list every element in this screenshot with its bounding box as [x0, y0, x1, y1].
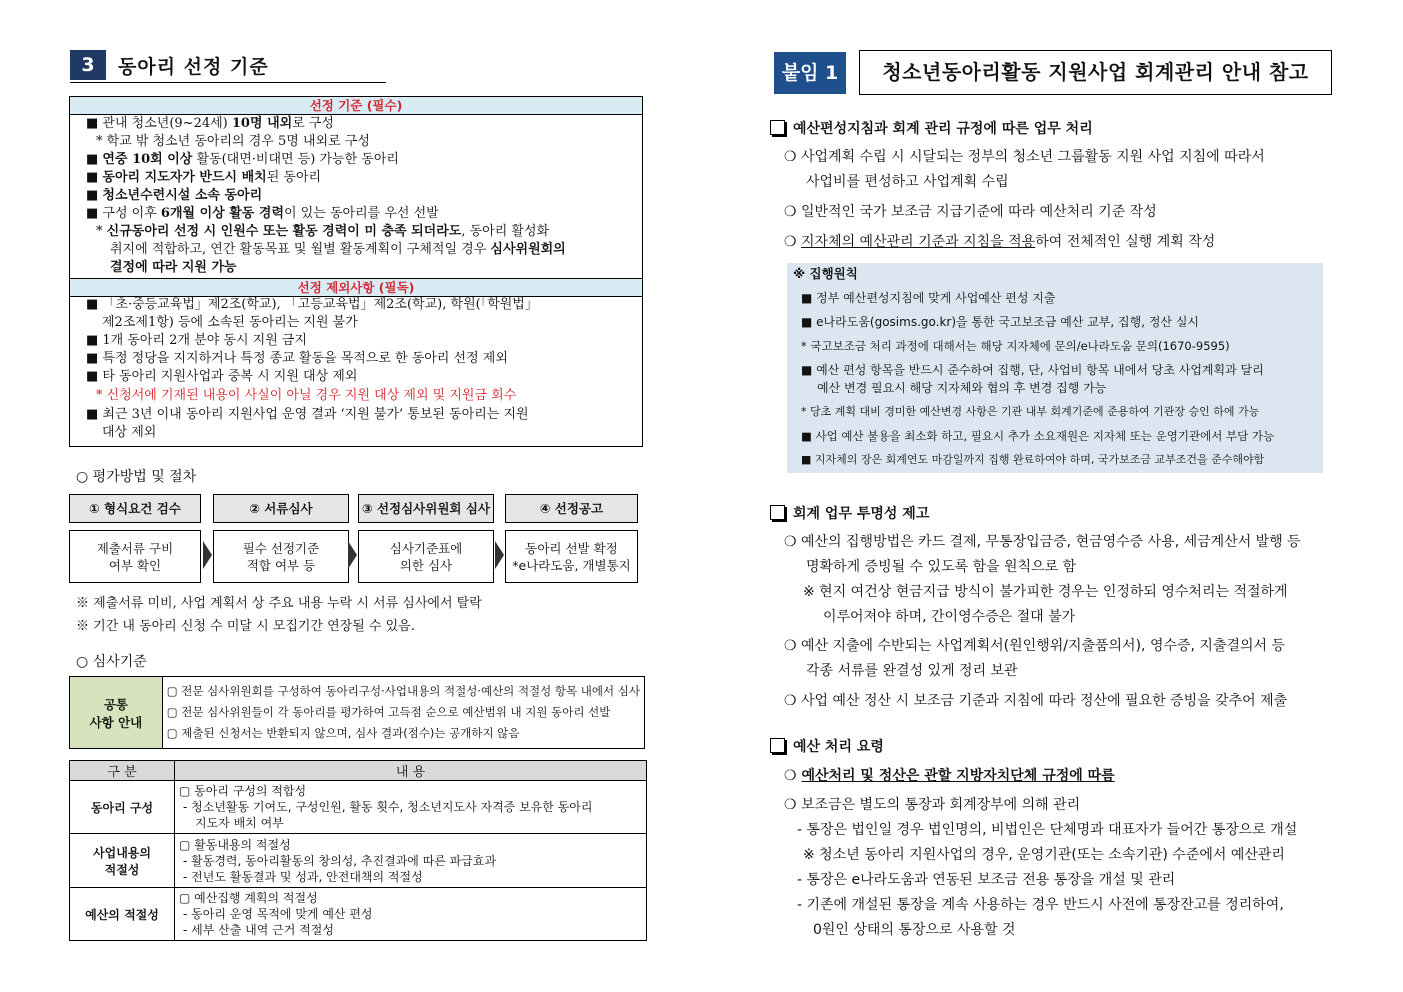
principle-item: 예산 변경 필요시 해당 지자체와 협의 후 변경 집행 가능 [817, 381, 1107, 395]
exclusion-item: ■ 특정 정당을 지지하거나 특정 종교 활동을 목적으로 한 동아리 선정 제외 [86, 351, 508, 366]
exclusion-warning: * 신청서에 기재된 내용이 사실이 아닐 경우 지원 대상 제외 및 지원금 회수 [96, 388, 517, 403]
table-row: 예산의 적절성 ▢ 예산집행 계획의 적절성 - 동아리 운영 목적에 맞게 예산 편성 - 세부 산출 내역 근거 적절성 [70, 888, 647, 941]
criteria-table [69, 760, 647, 941]
body-line: 사업비를 편성하고 사업계획 수립 [806, 174, 1009, 190]
body-line: ❍ 일반적인 국가 보조금 지급기준에 따라 예산처리 기준 작성 [784, 204, 1157, 220]
section-title: 동아리 선정 기준 [118, 56, 269, 78]
criteria-note: * 학교 밖 청소년 동아리의 경우 5명 내외로 구성 [96, 134, 370, 149]
section-heading: 예산편성지침과 회계 관리 규정에 따른 업무 처리 [770, 118, 1093, 138]
section-heading: 예산 처리 요령 [770, 736, 884, 756]
exclusion-item: 제2조제1항) 등에 소속된 동아리는 지원 불가 [102, 315, 358, 330]
exclusion-item: ■ 타 동아리 지원사업과 중복 시 지원 대상 제외 [86, 369, 358, 384]
step-4-head: ④ 선정공고 [505, 494, 638, 523]
table-row: 동아리 구성 ▢ 동아리 구성의 적합성 - 청소년활동 기여도, 구성인원, 활동 횟수, 청소년지도사 자격증 보유한 동아리 지도자 배치 여부 [70, 781, 647, 834]
body-line: - 기존에 개설된 통장을 계속 사용하는 경우 반드시 사전에 통장잔고를 정리하여, [797, 897, 1284, 913]
principle-item: ■ e나라도움(gosims.go.kr)을 통한 국고보조금 예산 교부, 집행, 정산 실시 [801, 315, 1200, 329]
step-3-body: 심사기준표에 의한 심사 [358, 530, 494, 583]
step-3-head: ③ 선정심사위원회 심사 [358, 494, 494, 523]
body-line: ❍ 예산 지출에 수반되는 사업계획서(원인행위/지출품의서), 영수증, 지출결의서 등 [784, 638, 1286, 654]
table-header: 구 분 [70, 761, 175, 781]
principle-item: ■ 사업 예산 불용을 최소화 하고, 필요시 추가 소요재원은 지자체 또는 운영기관에서 부담 가능 [801, 429, 1275, 443]
table-row: 사업내용의 적절성 ▢ 활동내용의 적절성 - 활동경력, 동아리활동의 창의성, 추진결과에 따른 파급효과 - 전년도 활동결과 및 성과, 안전대책의 적절성 [70, 834, 647, 888]
criteria-box [69, 96, 643, 447]
section-number: 3 [70, 50, 106, 80]
body-line: - 통장은 법인일 경우 법인명의, 비법인은 단체명과 대표자가 들어간 통장으로 개설 [797, 822, 1298, 838]
body-line: 명확하게 증빙될 수 있도록 함을 원칙으로 함 [806, 559, 1077, 575]
criteria-note: 취지에 적합하고, 연간 활동목표 및 월별 활동계획이 구체적일 경우 심사위원회의 [110, 242, 566, 257]
section-heading: 회계 업무 투명성 제고 [770, 503, 929, 523]
principle-item: ■ 지자체의 장은 회계연도 마감일까지 집행 완료하여야 하며, 국가보조금 교부조건을 준수해야함 [801, 453, 1265, 466]
body-line: ❍ 사업계획 수립 시 시달되는 정부의 청소년 그룹활동 지원 사업 지침에 따라서 [784, 149, 1265, 165]
table-header: 내 용 [175, 761, 647, 781]
exclusion-item: 대상 제외 [102, 425, 157, 440]
checkbox-icon [770, 120, 785, 135]
body-line: ※ 청소년 동아리 지원사업의 경우, 운영기관(또는 소속기관) 수준에서 예산관리 [803, 847, 1285, 863]
exclusion-item: ■ 최근 3년 이내 동아리 지원사업 운영 결과 ‘지원 불가’ 통보된 동아리는 지원 [86, 407, 529, 422]
principle-note: * 국고보조금 처리 과정에 대해서는 해당 지자체에 문의/e나라도움 문의(1670-9595) [801, 339, 1230, 353]
common-label: 공통 사항 안내 [70, 677, 163, 749]
body-line: ※ 현지 여건상 현금지급 방식이 불가피한 경우는 인정하되 영수처리는 적절하게 [803, 584, 1288, 600]
attachment-tag: 붙임 1 [774, 52, 846, 94]
criteria-item: ■ 연중 10회 이상 활동(대면·비대면 등) 가능한 동아리 [86, 152, 399, 167]
exclusion-header: 선정 제외사항 (필독) [70, 278, 642, 297]
principle-note: * 당초 계획 대비 경미한 예산변경 사항은 기관 내부 회계기준에 준용하여 기관장 승인 하에 가능 [801, 405, 1260, 418]
step-1-body: 제출서류 구비 여부 확인 [69, 530, 201, 583]
step-2-head: ② 서류심사 [213, 494, 349, 523]
body-line: 0원인 상태의 통장으로 사용할 것 [813, 922, 1016, 938]
body-line: ❍ 예산처리 및 정산은 관할 지방자치단체 규정에 따름 [784, 768, 1115, 784]
criteria-item: ■ 관내 청소년(9~24세) 10명 내외로 구성 [86, 116, 334, 131]
body-line: ❍ 지자체의 예산관리 기준과 지침을 적용하여 전체적인 실행 계획 작성 [784, 234, 1216, 250]
section-header [70, 50, 386, 83]
body-line: ❍ 예산의 집행방법은 카드 결제, 무통장입금증, 현금영수증 사용, 세금계산서 발행 등 [784, 534, 1301, 550]
criteria-item: ■ 청소년수련시설 소속 동아리 [86, 188, 263, 203]
body-line: ❍ 사업 예산 정산 시 보조금 기준과 지침에 따라 정산에 필요한 증빙을 갖추어 제출 [784, 693, 1288, 709]
step-4-body: 동아리 선발 확정 *e나라도움, 개별통지 [505, 530, 638, 583]
exclusion-item: ■ 1개 동아리 2개 분야 동시 지원 금지 [86, 333, 308, 348]
principle-item: ■ 정부 예산편성지침에 맞게 사업예산 편성 지출 [801, 291, 1056, 305]
common-table [69, 676, 645, 749]
criteria-item: ■ 동아리 지도자가 반드시 배치된 동아리 [86, 170, 322, 185]
body-line: 이루어져야 하며, 간이영수증은 절대 불가 [823, 609, 1076, 625]
review-title: ○ 심사기준 [76, 654, 147, 670]
principles-title: ※ 집행원칙 [793, 266, 858, 281]
criteria-item: ■ 구성 이후 6개월 이상 활동 경력이 있는 동아리를 우선 선발 [86, 206, 439, 221]
arrow-icon [203, 541, 212, 569]
arrow-icon [495, 541, 504, 569]
criteria-note: * 신규동아리 선정 시 인원수 또는 활동 경력이 미 충족 되더라도, 동아리 활성화 [96, 224, 550, 239]
checkbox-icon [770, 738, 785, 753]
common-items: ▢ 전문 심사위원회를 구성하여 동아리구성·사업내용의 적절성·예산의 적절성 항목 내에서 심사 ▢ 전문 심사위원들이 각 동아리를 평가하여 고득점 순으로 예산범위 내 지원 동아리 선발 ▢ 제출된 신청서는 반환되지 않으며, 심사 결과(점수)는 공개하지 않음 [162, 677, 644, 749]
eval-note: ※ 제출서류 미비, 사업 계획서 상 주요 내용 누락 시 서류 심사에서 탈락 [76, 596, 482, 611]
principles-box [787, 263, 1323, 473]
checkbox-icon [770, 505, 785, 520]
body-line: - 통장은 e나라도움과 연동된 보조금 전용 통장을 개설 및 관리 [797, 872, 1176, 888]
criteria-header: 선정 기준 (필수) [70, 97, 642, 115]
body-line: 각종 서류를 완결성 있게 정리 보관 [806, 663, 1018, 679]
principle-item: ■ 예산 편성 항목을 반드시 준수하여 집행, 단, 사업비 항목 내에서 당초 사업계획과 달리 [801, 363, 1264, 377]
step-2-body: 필수 선정기준 적합 여부 등 [213, 530, 349, 583]
step-1-head: ① 형식요건 검수 [69, 494, 201, 523]
criteria-note: 결정에 따라 지원 가능 [110, 260, 237, 275]
arrow-icon [348, 541, 357, 569]
attachment-title: 청소년동아리활동 지원사업 회계관리 안내 참고 [859, 50, 1332, 95]
eval-note: ※ 기간 내 동아리 신청 수 미달 시 모집기간 연장될 수 있음. [76, 619, 415, 634]
body-line: ❍ 보조금은 별도의 통장과 회계장부에 의해 관리 [784, 797, 1081, 813]
exclusion-item: ■ 「초·중등교육법」제2조(학교), 「고등교육법」제2조(학교), 학원(「학원법」 [86, 297, 538, 312]
eval-title: ○ 평가방법 및 절차 [76, 469, 197, 485]
